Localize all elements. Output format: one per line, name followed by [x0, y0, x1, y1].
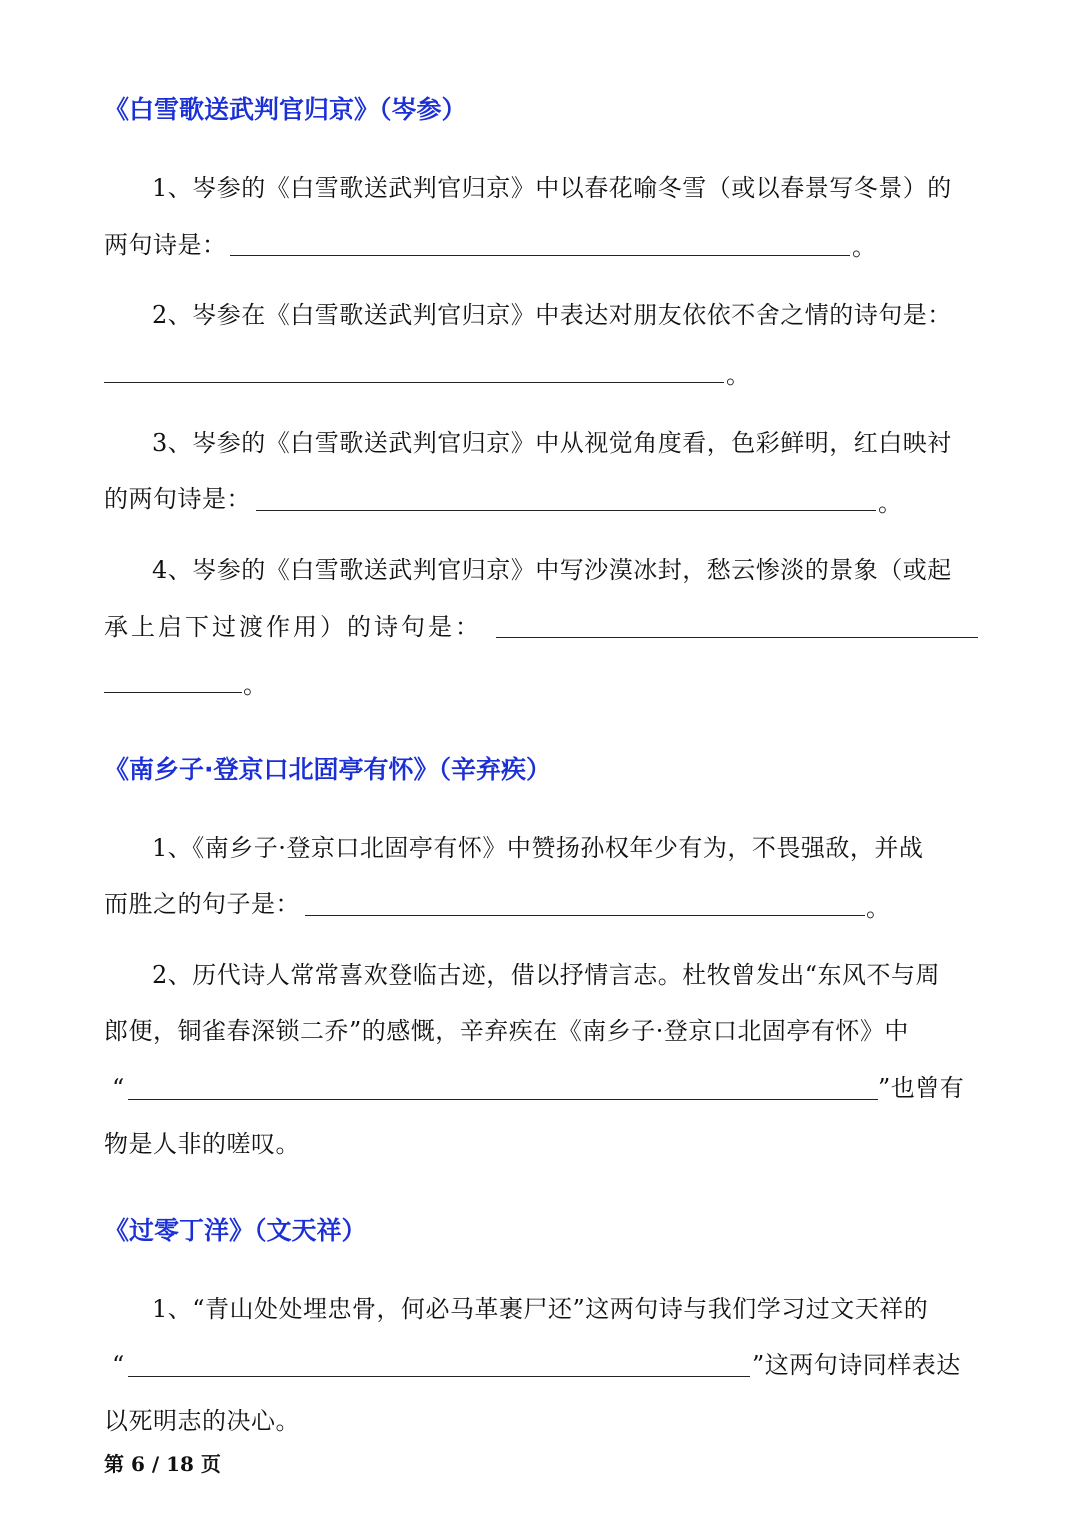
answer-blank[interactable]	[496, 637, 978, 638]
section-heading-guolingdingyang: 《过零丁洋》（文天祥）	[104, 1216, 367, 1245]
answer-blank[interactable]	[128, 1099, 878, 1100]
question-text: 承上启下过渡作用）的诗句是：	[104, 613, 482, 641]
question-text: 两句诗是：	[104, 231, 227, 259]
question-text: 物是人非的嗟叹。	[104, 1130, 300, 1158]
page-number: 第 6 / 18 页	[104, 1452, 221, 1476]
period: 。	[852, 233, 877, 261]
question-text: 而胜之的句子是：	[104, 890, 300, 918]
answer-blank[interactable]	[128, 1376, 750, 1377]
open-quote: “	[112, 1074, 125, 1102]
answer-blank[interactable]	[230, 255, 850, 256]
period: 。	[243, 671, 268, 699]
question-text: 4、岑参的《白雪歌送武判官归京》中写沙漠冰封，愁云惨淡的景象（或起	[152, 556, 952, 584]
period: 。	[878, 489, 903, 517]
answer-blank[interactable]	[104, 692, 242, 693]
close-quote-text: ”也曾有	[878, 1074, 965, 1102]
period: 。	[866, 894, 891, 922]
question-text: 的两句诗是：	[104, 485, 251, 513]
question-text: 2、岑参在《白雪歌送武判官归京》中表达对朋友依依不舍之情的诗句是：	[152, 301, 952, 329]
answer-blank[interactable]	[104, 382, 724, 383]
question-text: 1、“青山处处埋忠骨，何必马革裹尸还”这两句诗与我们学习过文天祥的	[152, 1295, 929, 1323]
close-quote-text: ”这两句诗同样表达	[752, 1351, 961, 1379]
open-quote: “	[112, 1351, 125, 1379]
answer-blank[interactable]	[305, 915, 865, 916]
question-text: 2、历代诗人常常喜欢登临古迹，借以抒情言志。杜牧曾发出“东风不与周	[152, 961, 941, 989]
period: 。	[726, 361, 751, 389]
question-text: 3、岑参的《白雪歌送武判官归京》中从视觉角度看，色彩鲜明，红白映衬	[152, 429, 952, 457]
question-text: 1、岑参的《白雪歌送武判官归京》中以春花喻冬雪（或以春景写冬景）的	[152, 174, 952, 202]
question-text: 郎便，铜雀春深锁二乔”的感慨，辛弃疾在《南乡子·登京口北固亭有怀》中	[104, 1017, 909, 1045]
question-text: 以死明志的决心。	[104, 1407, 300, 1435]
question-text: 1、《南乡子·登京口北固亭有怀》中赞扬孙权年少有为，不畏强敌，并战	[152, 834, 924, 862]
section-heading-baixuege: 《白雪歌送武判官归京》（岑参）	[104, 95, 467, 124]
answer-blank[interactable]	[256, 510, 876, 511]
section-heading-nanxiangzi: 《南乡子·登京口北固亭有怀》（辛弃疾）	[104, 755, 551, 784]
